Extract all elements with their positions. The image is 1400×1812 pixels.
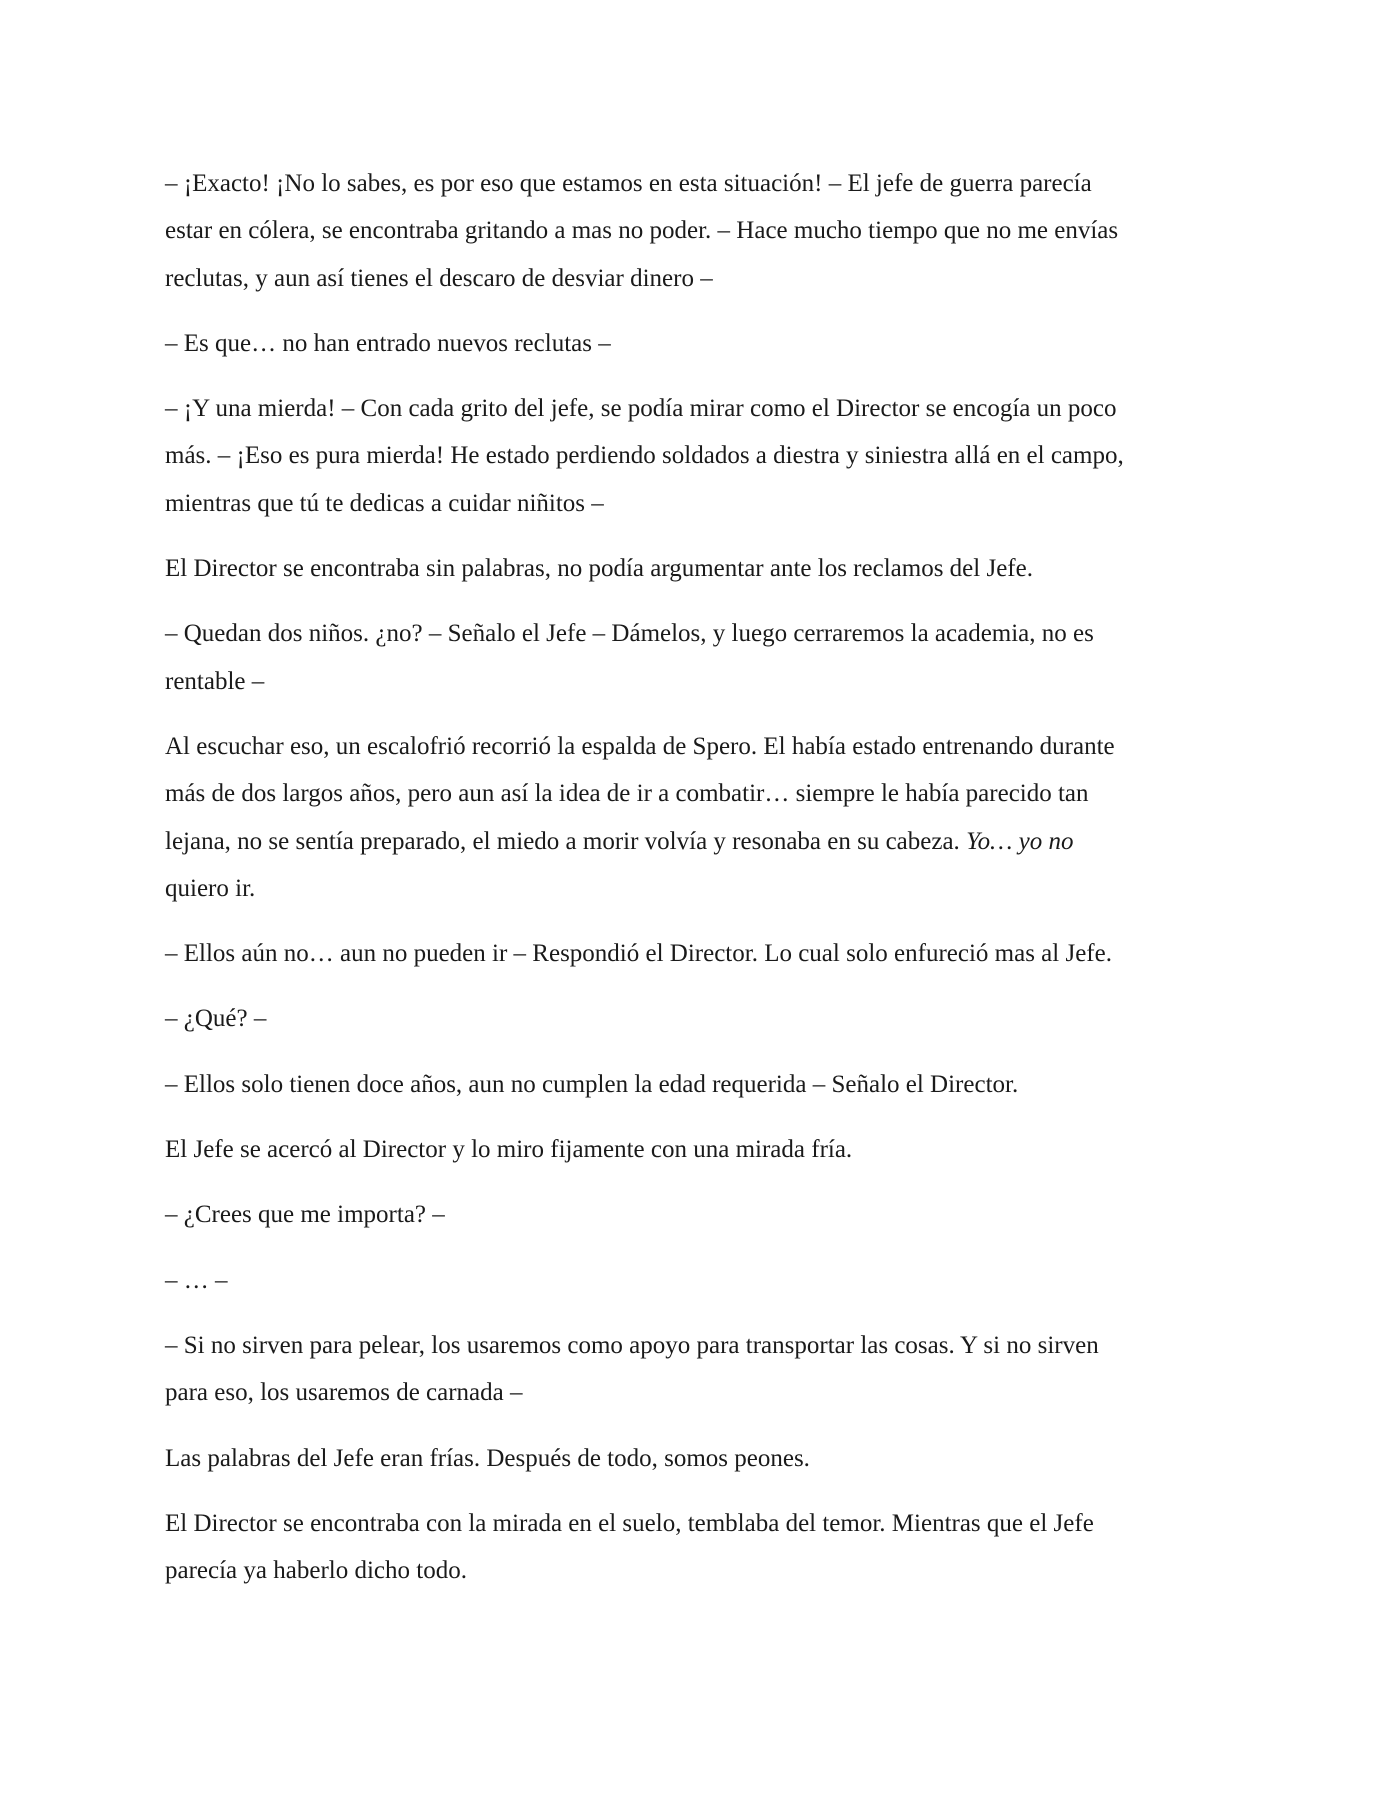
text-line: – Quedan dos niños. ¿no? – Señalo el Jefe – Dámelos, y luego cerraremos la academia, no es (165, 620, 1094, 648)
text-line: – ¡Exacto! ¡No lo sabes, es por eso que estamos en esta situación! – El jefe de guerra parecía (165, 170, 1092, 197)
text-line: El Jefe se acercó al Director y lo miro fijamente con una mirada fría. (165, 1136, 853, 1164)
text-line: – … – (165, 1266, 228, 1294)
paragraph-15 (165, 1500, 1245, 1595)
text-line: quiero ir. (165, 874, 256, 902)
paragraph-6 (165, 723, 1245, 912)
text-line: – ¿Qué? – (165, 1005, 267, 1033)
paragraph-1 (165, 160, 1245, 302)
text-line: mientras que tú te dedicas a cuidar niñitos – (165, 489, 604, 517)
text-line: para eso, los usaremos de carnada – (165, 1379, 523, 1407)
text-line: más. – ¡Eso es pura mierda! He estado perdiendo soldados a diestra y siniestra allá en el campo, (165, 442, 1124, 470)
document-page (165, 160, 1245, 1612)
paragraph-4 (165, 545, 1245, 592)
text-line: – Si no sirven para pelear, los usaremos como apoyo para transportar las cosas. Y si no sirven (165, 1331, 1099, 1359)
paragraph-9 (165, 1061, 1245, 1108)
text-line: más de dos largos años, pero aun así la idea de ir a combatir… siempre le había parecido tan (165, 780, 1089, 808)
paragraph-5 (165, 610, 1245, 705)
paragraph-11 (165, 1191, 1245, 1238)
text-line: Las palabras del Jefe eran frías. Después de todo, somos peones. (165, 1444, 810, 1472)
paragraph-7 (165, 930, 1245, 977)
italic-thought: Yo… yo no (959, 827, 1074, 855)
text-line-with-thought (165, 828, 1074, 855)
text-line: El Director se encontraba con la mirada en el suelo, temblaba del temor. Mientras que el Jefe (165, 1509, 1094, 1537)
paragraph-10 (165, 1126, 1245, 1173)
paragraph-3 (165, 385, 1245, 527)
text-line: lejana, no se sentía preparado, el miedo a morir volvía y resonaba en su cabeza. (165, 827, 960, 855)
paragraph-8 (165, 995, 1245, 1042)
text-line: – Es que… no han entrado nuevos reclutas – (165, 329, 611, 357)
text-line: reclutas, y aun así tienes el descaro de desviar dinero – (165, 264, 713, 292)
paragraph-12 (165, 1257, 1245, 1304)
text-line: parecía ya haberlo dicho todo. (165, 1557, 467, 1585)
text-line: Al escuchar eso, un escalofrió recorrió la espalda de Spero. El había estado entrenando durante (165, 732, 1115, 760)
text-line: – Ellos solo tienen doce años, aun no cumplen la edad requerida – Señalo el Director. (165, 1070, 1019, 1098)
text-line: rentable – (165, 667, 265, 695)
text-line: – ¿Crees que me importa? – (165, 1201, 445, 1229)
text-line: El Director se encontraba sin palabras, no podía argumentar ante los reclamos del Jefe. (165, 555, 1033, 583)
paragraph-13 (165, 1322, 1245, 1417)
text-line: estar en cólera, se encontraba gritando a mas no poder. – Hace mucho tiempo que no me envías (165, 217, 1119, 245)
text-line: – Ellos aún no… aun no pueden ir – Respondió el Director. Lo cual solo enfureció mas al Jefe. (165, 940, 1112, 968)
paragraph-2 (165, 320, 1245, 367)
paragraph-14 (165, 1435, 1245, 1482)
text-line: – ¡Y una mierda! – Con cada grito del jefe, se podía mirar como el Director se encogía un poco (165, 395, 1117, 423)
